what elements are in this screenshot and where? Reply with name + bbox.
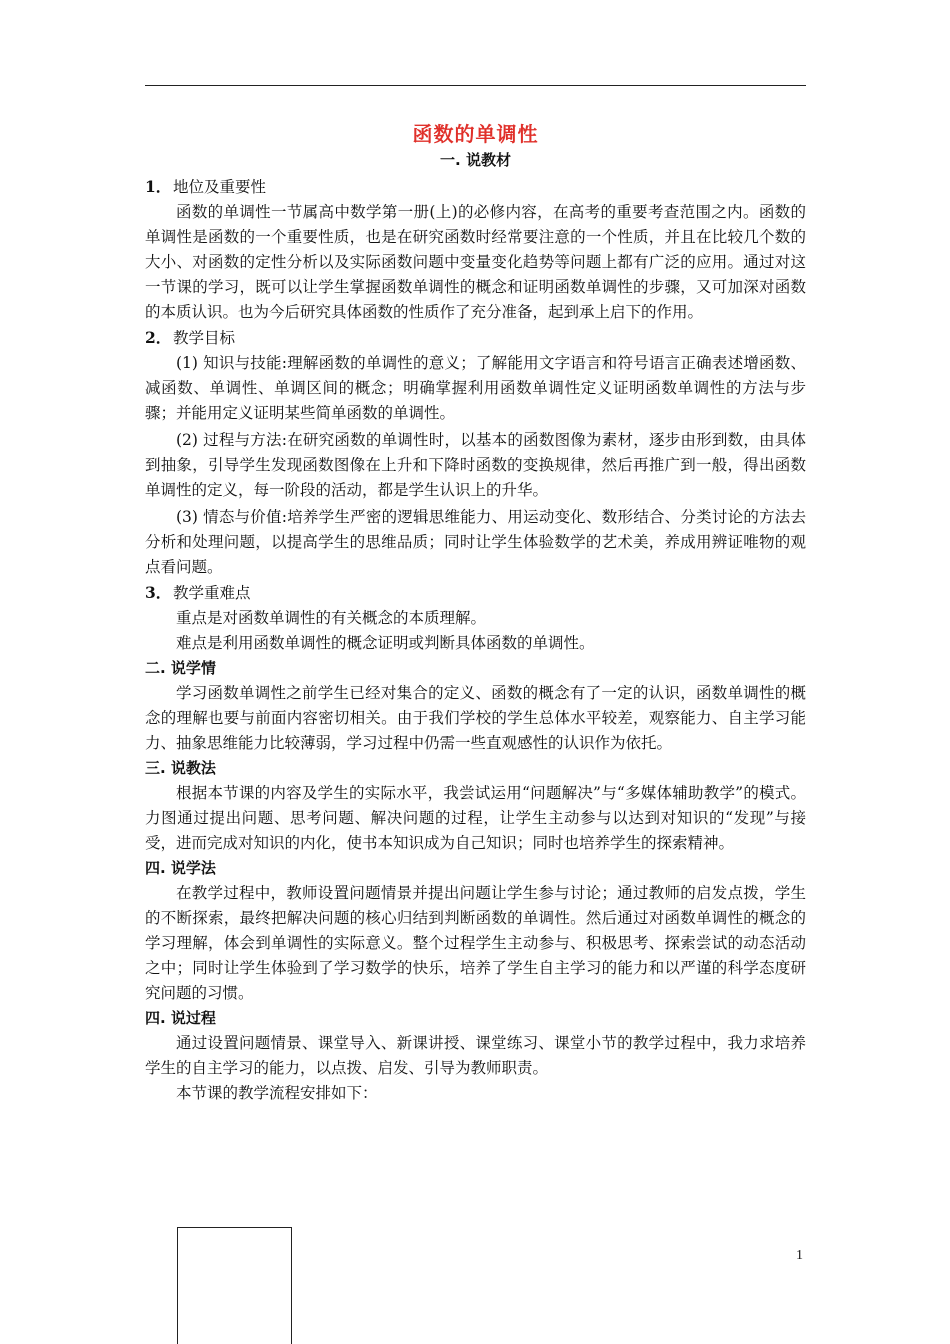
guocheng-heading: 四. 说过程 [145,1009,216,1027]
section-1-text: 函数的单调性一节属高中数学第一册(上)的必修内容，在高考的重要考查范围之内。函数的单调性是函数的一个重要性质，也是在研究函数时经常要注意的一个性质，并且在比较几个数的大小、对函数的定性分析以及实际函数问题中变量变化趋势等问题上都有广泛的应用。通过对这一节课的学习，既可以让学生掌握函数单调性的概念和证明函数单调性的步骤，又可加深对函数的本质认识。也为今后研究具体函数的性质作了充分准备，起到承上启下的作用。 [145,203,806,321]
section-2-title: 教学目标 [173,329,236,347]
goal-item-3: (3) 情态与价值:培养学生严密的逻辑思维能力、用运动变化、数形结合、分类讨论的方法去分析和处理问题，以提高学生的思维品质；同时让学生体验数学的艺术美，养成用辨证唯物的观点看问题。 [145,508,806,576]
section-3-number: 3． [145,583,172,602]
header-rule [145,85,806,86]
document-body [145,120,806,1106]
jiaofa-text: 根据本节课的内容及学生的实际水平，我尝试运用“问题解决”与“多媒体辅助教学”的模式。力图通过提出问题、思考问题、解决问题的过程，让学生主动参与以达到对知识的“发现”与接受，进而完成对知识的内化，使书本知识成为自己知识；同时也培养学生的探索精神。 [145,784,806,852]
goal-item-1: (1) 知识与技能:理解函数的单调性的意义；了解能用文字语言和符号语言正确表述增函数、减函数、单调性、单调区间的概念；明确掌握利用函数单调性定义证明函数单调性的方法与步骤；并能用定义证明某些简单函数的单调性。 [145,354,806,422]
guocheng-text: 通过设置问题情景、课堂导入、新课讲授、课堂练习、课堂小节的教学过程中，我力求培养学生的自主学习的能力，以点拨、启发、引导为教师职责。 [145,1034,806,1077]
xueqing-text: 学习函数单调性之前学生已经对集合的定义、函数的概念有了一定的认识，函数单调性的概念的理解也要与前面内容密切相关。由于我们学校的学生总体水平较差，观察能力、自主学习能力、抽象思维能力比较薄弱，学习过程中仍需一些直观感性的认识作为依托。 [145,684,806,752]
key-point-text: 重点是对函数单调性的有关概念的本质理解。 [176,609,487,627]
flowchart-box [177,1227,292,1344]
section-1-heading [145,174,806,200]
flow-intro-text: 本节课的教学流程安排如下： [176,1084,378,1102]
section-subtitle: 一. 说教材 [440,151,511,169]
page-number: 1 [796,1248,803,1263]
section-2-number: 2． [145,328,172,347]
section-2-heading [145,325,806,351]
section-1-number: 1． [145,177,172,196]
difficulty-text: 难点是利用函数单调性的概念证明或判断具体函数的单调性。 [176,634,595,652]
section-3-heading [145,580,806,606]
xuefa-heading: 四. 说学法 [145,859,216,877]
section-1-title: 地位及重要性 [173,178,267,196]
section-3-title: 教学重难点 [173,584,251,602]
document-title: 函数的单调性 [412,122,539,146]
xueqing-heading: 二. 说学情 [145,659,216,677]
xuefa-text: 在教学过程中，教师设置问题情景并提出问题让学生参与讨论；通过教师的启发点拨，学生的不断探索，最终把解决问题的核心归结到判断函数的单调性。然后通过对函数单调性的概念的学习理解，体会到单调性的实际意义。整个过程学生主动参与、积极思考、探索尝试的动态活动之中；同时让学生体验到了学习数学的快乐，培养了学生自主学习的能力和以严谨的科学态度研究问题的习惯。 [145,884,806,1002]
goal-item-2: (2) 过程与方法:在研究函数的单调性时，以基本的函数图像为素材，逐步由形到数，由具体到抽象，引导学生发现函数图像在上升和下降时函数的变换规律，然后再推广到一般，得出函数单调性的定义，每一阶段的活动，都是学生认识上的升华。 [145,431,806,499]
jiaofa-heading: 三. 说教法 [145,759,216,777]
